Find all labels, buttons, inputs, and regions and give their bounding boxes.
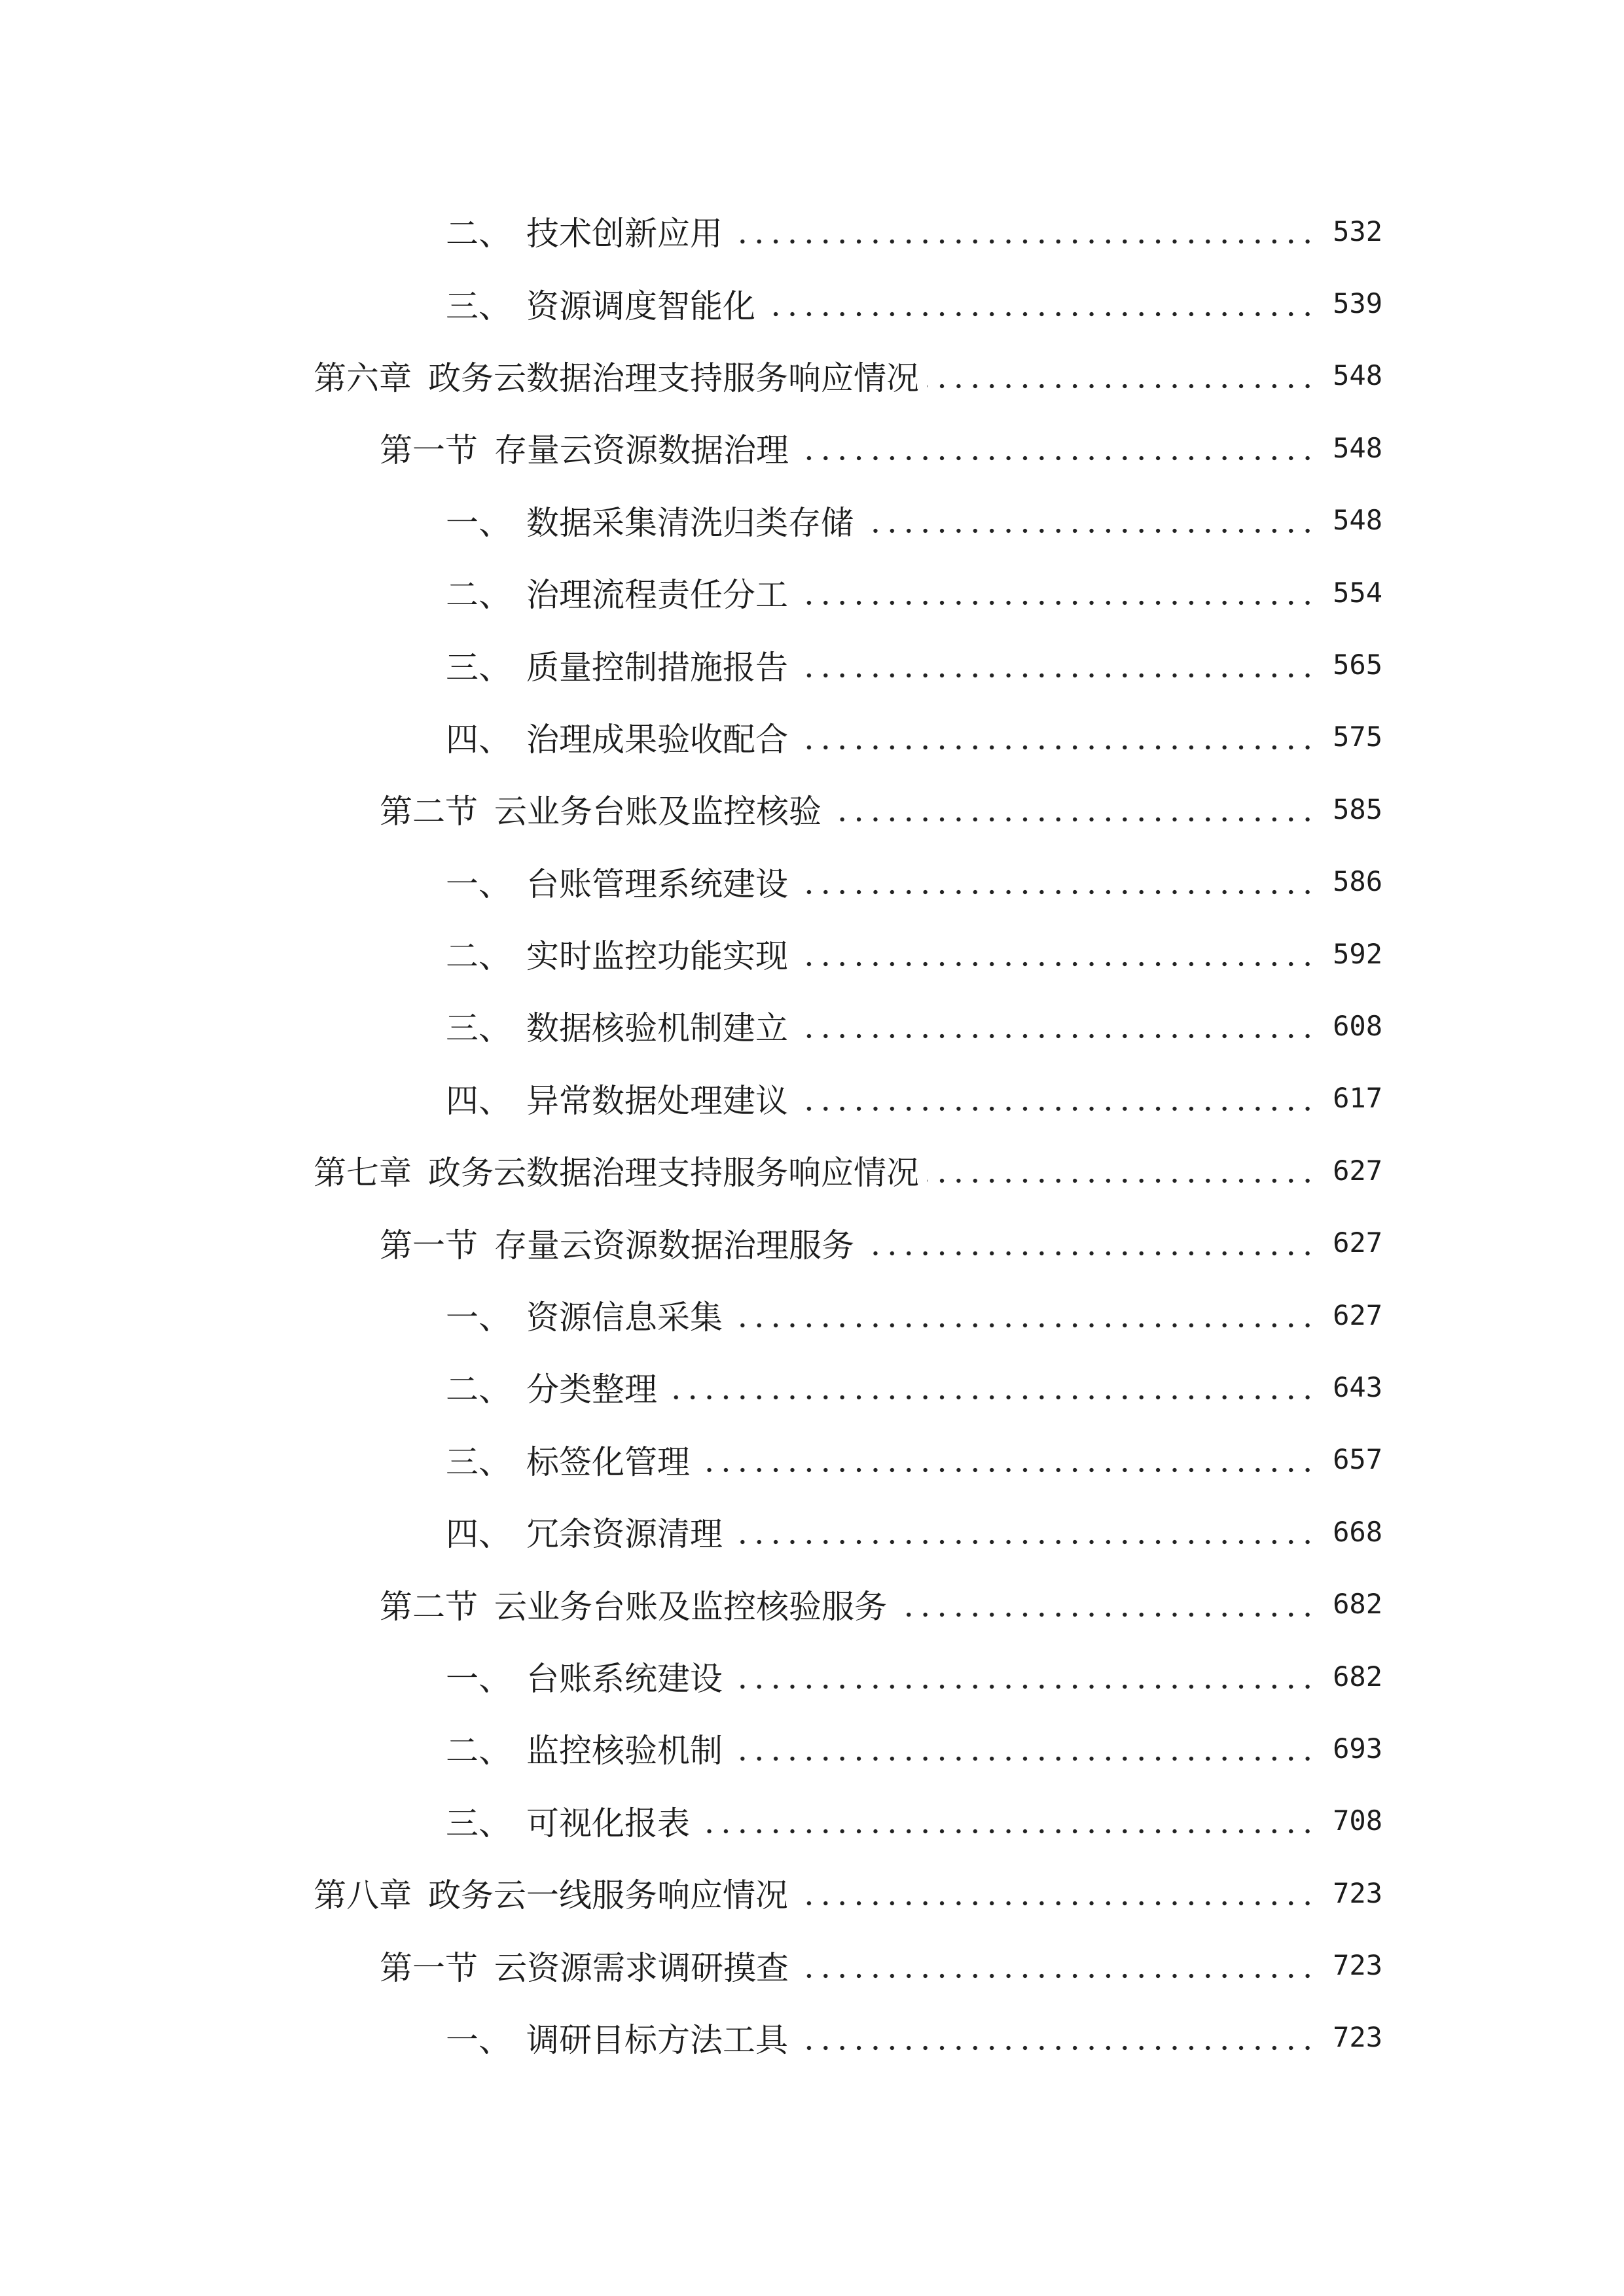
toc-entry-title: 治理成果验收配合: [526, 720, 788, 759]
toc-entry-title: 台账管理系统建设: [526, 865, 788, 903]
toc-chapter-entry[interactable]: [0, 1857, 1382, 1929]
toc-section-number: 第一节: [380, 431, 478, 470]
leader-dots: [731, 1756, 1316, 1761]
toc-entry[interactable]: [0, 1785, 1382, 1857]
toc-entry-page: 627: [1333, 1299, 1382, 1331]
leader-dots: [796, 961, 1316, 967]
toc-entry-title: 分类整理: [526, 1371, 657, 1409]
toc-entry-title: 调研目标方法工具: [526, 2020, 788, 2059]
toc-entry[interactable]: [0, 846, 1382, 918]
toc-entry[interactable]: [0, 556, 1382, 628]
toc-entry-page: 548: [1333, 504, 1382, 537]
toc-entry-title: 技术创新应用: [526, 215, 723, 253]
toc-entry-number: 一、: [446, 1299, 511, 1337]
toc-entry-title: 监控核验机制: [526, 1732, 723, 1770]
toc-entry[interactable]: [0, 628, 1382, 700]
leader-dots: [763, 312, 1316, 317]
toc-entry[interactable]: [0, 701, 1382, 773]
toc-chapter-entry[interactable]: [0, 1134, 1382, 1206]
toc-entry-number: 三、: [446, 648, 511, 687]
toc-entry[interactable]: [0, 1496, 1382, 1568]
toc-entry-number: 二、: [446, 1732, 511, 1770]
leader-dots: [796, 2045, 1316, 2051]
toc-section-entry[interactable]: [0, 412, 1382, 484]
toc-entry[interactable]: [0, 1279, 1382, 1351]
leader-dots: [796, 1033, 1316, 1039]
toc-section-number: 第一节: [380, 1226, 478, 1265]
toc-entry[interactable]: [0, 1424, 1382, 1496]
leader-dots: [861, 528, 1316, 533]
toc-entry-page: 585: [1333, 793, 1382, 825]
toc-entry-title: 质量控制措施报告: [526, 648, 788, 687]
toc-entry[interactable]: [0, 990, 1382, 1062]
toc-entry-title: 实时监控功能实现: [526, 937, 788, 976]
toc-entry-title: 数据采集清洗归类存储: [526, 503, 854, 542]
leader-dots: [731, 239, 1316, 244]
leader-dots: [698, 1829, 1316, 1834]
toc-entry-number: 一、: [446, 865, 511, 903]
toc-entry-number: 四、: [446, 1081, 511, 1120]
toc-entry-page: 627: [1333, 1227, 1382, 1259]
toc-section-entry[interactable]: [0, 1929, 1382, 2001]
leader-dots: [797, 1973, 1316, 1979]
leader-dots: [665, 1395, 1316, 1400]
toc-entry-number: 三、: [446, 1443, 511, 1481]
leader-dots: [731, 1323, 1316, 1328]
toc-chapter-number: 第八章: [314, 1876, 412, 1915]
toc-chapter-title: 政务云数据治理支持服务响应情况: [428, 1154, 919, 1193]
leader-dots: [796, 1106, 1316, 1111]
toc-section-entry[interactable]: [0, 773, 1382, 845]
toc-entry-title: 异常数据处理建议: [526, 1081, 788, 1120]
toc-entry[interactable]: [0, 1712, 1382, 1784]
leader-dots: [796, 745, 1316, 750]
toc-section-entry[interactable]: [0, 1206, 1382, 1278]
toc-entry-number: 一、: [446, 2020, 511, 2059]
toc-chapter-title: 政务云一线服务响应情况: [428, 1876, 788, 1915]
leader-dots: [927, 1178, 1316, 1183]
leader-dots: [731, 1539, 1316, 1545]
toc-entry[interactable]: [0, 2001, 1382, 2073]
toc-entry-page: 627: [1333, 1154, 1382, 1187]
toc-entry-number: 三、: [446, 1804, 511, 1842]
toc-entry-number: 四、: [446, 720, 511, 759]
toc-entry-number: 二、: [446, 1371, 511, 1409]
toc-entry-page: 592: [1333, 937, 1382, 970]
toc-entry-page: 693: [1333, 1732, 1382, 1765]
toc-entry-number: 一、: [446, 503, 511, 542]
toc-entry-page: 643: [1333, 1371, 1382, 1403]
toc-entry-page: 554: [1333, 576, 1382, 609]
toc-chapter-number: 第七章: [314, 1154, 412, 1193]
toc-section-title: 云资源需求调研摸查: [494, 1948, 789, 1987]
toc-entry-number: 二、: [446, 215, 511, 253]
toc-entry[interactable]: [0, 484, 1382, 556]
toc-entry-page: 723: [1333, 2021, 1382, 2054]
toc-section-number: 第一节: [380, 1948, 478, 1987]
leader-dots: [927, 384, 1316, 389]
toc-entry-title: 治理流程责任分工: [526, 576, 788, 615]
toc-chapter-number: 第六章: [314, 359, 412, 397]
toc-entry[interactable]: [0, 1062, 1382, 1134]
toc-section-number: 第二节: [380, 1587, 478, 1626]
toc-entry-page: 548: [1333, 359, 1382, 392]
toc-section-title: 云业务台账及监控核验: [494, 793, 821, 831]
toc-section-number: 第二节: [380, 793, 478, 831]
toc-entry[interactable]: [0, 1640, 1382, 1712]
toc-entry-page: 708: [1333, 1804, 1382, 1837]
toc-section-entry[interactable]: [0, 1568, 1382, 1640]
toc-entry[interactable]: [0, 195, 1382, 267]
leader-dots: [796, 600, 1316, 605]
leader-dots: [731, 1684, 1316, 1689]
toc-chapter-title: 政务云数据治理支持服务响应情况: [428, 359, 919, 397]
toc-entry[interactable]: [0, 1351, 1382, 1423]
leader-dots: [797, 456, 1316, 461]
toc-section-title: 存量云资源数据治理: [494, 431, 789, 470]
toc-entry-page: 682: [1333, 1588, 1382, 1621]
toc-entry-number: 三、: [446, 1009, 511, 1048]
toc-entry-number: 二、: [446, 576, 511, 615]
toc-section-title: 存量云资源数据治理服务: [494, 1226, 854, 1265]
toc-entry-page: 565: [1333, 649, 1382, 681]
toc-entry-number: 四、: [446, 1515, 511, 1554]
toc-entry-page: 723: [1333, 1949, 1382, 1982]
toc-entry-title: 数据核验机制建立: [526, 1009, 788, 1048]
toc-entry-title: 可视化报表: [526, 1804, 690, 1842]
toc-entry-title: 标签化管理: [526, 1443, 690, 1481]
toc-section-title: 云业务台账及监控核验服务: [494, 1587, 887, 1626]
toc-entry-page: 657: [1333, 1443, 1382, 1476]
leader-dots: [829, 817, 1316, 822]
toc-entry-page: 548: [1333, 431, 1382, 464]
toc-entry-number: 二、: [446, 937, 511, 976]
toc-entry-title: 台账系统建设: [526, 1660, 723, 1698]
leader-dots: [698, 1467, 1316, 1473]
toc-entry-title: 资源调度智能化: [526, 287, 755, 325]
table-of-contents: [0, 195, 1382, 2073]
leader-dots: [796, 1901, 1316, 1906]
leader-dots: [796, 673, 1316, 678]
toc-entry-page: 539: [1333, 287, 1382, 320]
toc-entry-page: 532: [1333, 215, 1382, 247]
toc-chapter-entry[interactable]: [0, 340, 1382, 412]
toc-entry-page: 575: [1333, 721, 1382, 753]
toc-entry-title: 冗余资源清理: [526, 1515, 723, 1554]
leader-dots: [796, 889, 1316, 895]
toc-entry-page: 586: [1333, 865, 1382, 898]
toc-entry-page: 682: [1333, 1660, 1382, 1693]
toc-entry-title: 资源信息采集: [526, 1299, 723, 1337]
leader-dots: [862, 1251, 1316, 1256]
toc-entry-page: 668: [1333, 1515, 1382, 1548]
toc-entry[interactable]: [0, 267, 1382, 339]
toc-entry-page: 723: [1333, 1876, 1382, 1909]
toc-entry-number: 三、: [446, 287, 511, 325]
toc-entry-page: 617: [1333, 1082, 1382, 1115]
toc-entry[interactable]: [0, 918, 1382, 990]
toc-entry-number: 一、: [446, 1660, 511, 1698]
toc-entry-page: 608: [1333, 1009, 1382, 1042]
leader-dots: [895, 1612, 1316, 1617]
